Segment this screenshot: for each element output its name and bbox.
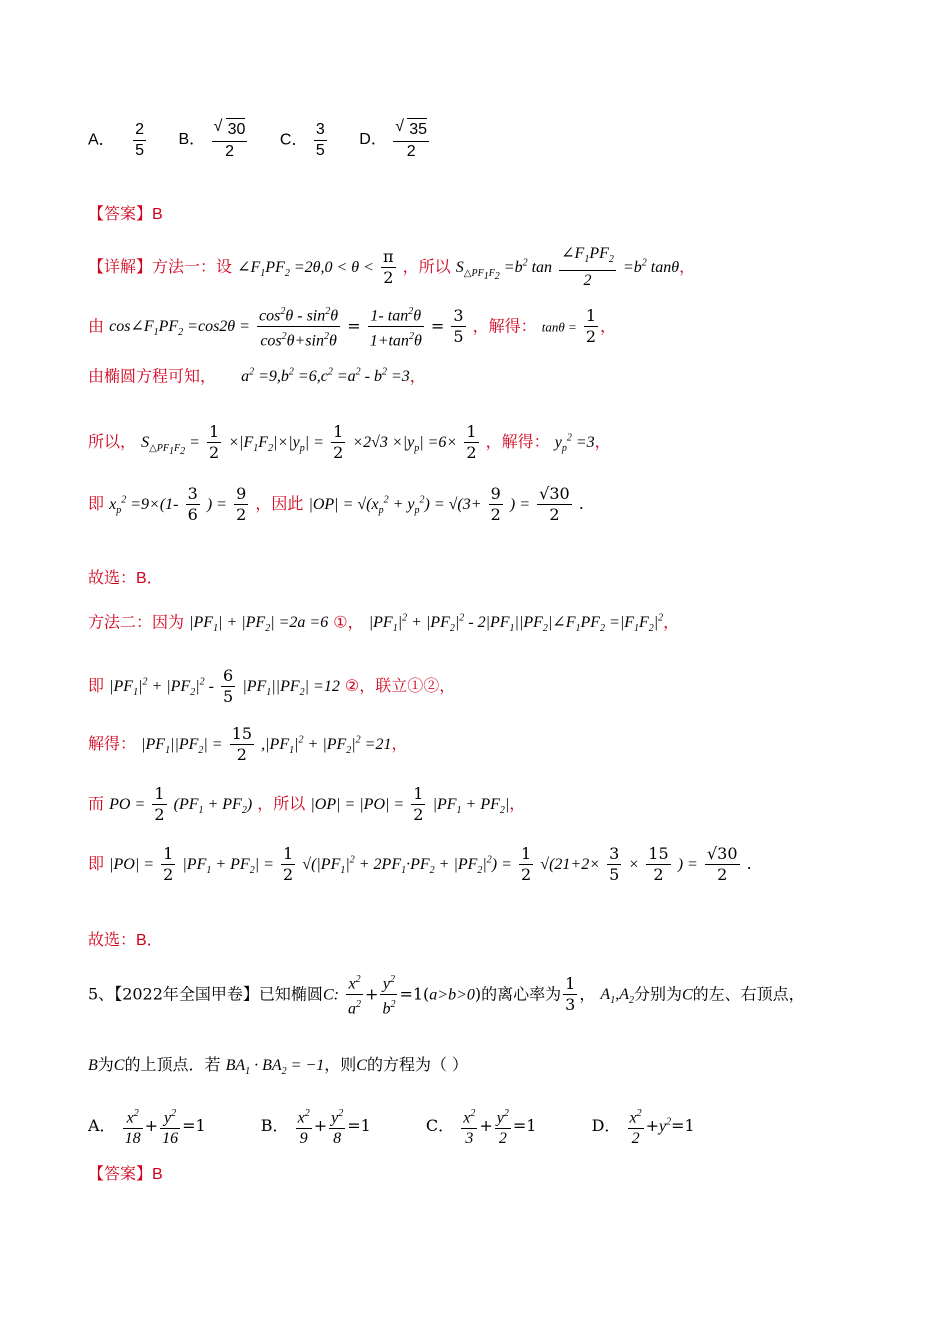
- q5-stem-line-2: B为C的上顶点．若 $BA_1 \cdot BA_2 = -1$，则C的方程为（ ）: [88, 1055, 469, 1078]
- detail-line-9: 而 PO = $\frac{1}{2}$ $(PF_1 + PF_2)$ ，所以 |OP| = |PO| = $\frac{1}{2}$ $|PF_1 + PF_2|$，: [88, 784, 526, 824]
- q5-options: [88, 1104, 721, 1149]
- answer-label: 【答案】B: [88, 206, 163, 223]
- detail-line-1: 【详解】方法一：设 $\angle F_1PF_2 =2\theta,0 < \theta$ < $\frac{\pi}{2}$ ，所以 $S_{\triangle PF_1F_2} =b^2$ tan $\frac{\angle F_1PF_2}{2}$ $=b^2$ tanθ，: [88, 245, 696, 290]
- detail-line-8: 解得： $|PF_1||PF_2|$ = $\frac{15}{2}$ $,|PF_1|^2 + |PF_2|^2 =21$，: [88, 724, 408, 764]
- option-b: B． √ $\frac{30}{2}$: [179, 118, 250, 162]
- q5-stem-line-1: 5、【2022年全国甲卷】已知椭圆C: $\frac{x^2}{a^2}$ + $\frac{y^2}{b^2}$ =1(a>b>0)的离心率为 $\frac{1}{3}$ ， $A_1,A_2$分别为C的左、右顶点，: [88, 970, 805, 1020]
- detail-line-7: 即 $|PF_1|^2 + |PF_2|^2$ - $\frac{6}{5}$ $|PF_1||PF_2| =12$ ②，联立①②，: [88, 666, 456, 706]
- detail-line-6: 方法二：因为 $|PF_1| + |PF_2| =2a =6$ ①， $|PF_1|^2 + |PF_2|^2$ - $2|PF_1||PF_2|\angle F_1PF_2 =|F_1F_2|^2$，: [88, 612, 680, 635]
- detail-line-2: 由 $\cos\angle F_1PF_2 =\cos 2\theta$ = $\frac{\cos^2\theta - \sin^2\theta}{\cos^2\theta+\sin^2\theta}$ = $\frac{1- \tan^2\theta}{1+\tan^2\theta}$ = $\frac{3}{5}$ ，解得： tanθ = $\frac{1}{2}$ ，: [88, 302, 616, 352]
- option-d: D． √ $\frac{35}{2}$: [359, 118, 431, 162]
- pick-1: 故选：B．: [88, 570, 163, 587]
- detail-line-4: 所以， $S_{\triangle PF_1F_2}$ = $\frac{1}{2}$ $\times|F_1F_2|\times|y_p|$ = $\frac{1}{2}$ $\times 2√3 \times|y_p| =6\times$ $\frac{1}{2}$ ，解得： $y_p^2 =3$，: [88, 422, 611, 462]
- pick-2: 故选：B．: [88, 932, 163, 949]
- answer-label-2: 【答案】B: [88, 1166, 163, 1183]
- option-c: C． $\frac{3}{5}$: [279, 120, 325, 159]
- q5-option-d: D． $\frac{x^2}{2}$ $+y^2=1$: [592, 1104, 695, 1149]
- q5-option-a: A． $\frac{x^2}{18}$ + $\frac{y^2}{16}$ =1: [88, 1104, 206, 1149]
- detail-line-10: 即 |PO| = $\frac{1}{2}$ $|PF_1 + PF_2|$ = $\frac{1}{2}$ $√(|PF_1|^2 + 2PF_1\cdot PF_2 + |PF_2|^2)$ = $\frac{1}{2}$ √(21+2× $\frac{3}{5}$ × $\frac{15}{2}$ ) = $\frac{√30}{2}$ .: [88, 844, 752, 884]
- q4-options: [88, 118, 457, 162]
- detail-line-5: 即 $x_p^2 =9\times(1-$ $\frac{3}{6}$ ) = $\frac{9}{2}$ ，因此 $|OP| = √(x_p^2 + y_p^2) = √(3+$ $\frac{9}{2}$ ) = $\frac{√30}{2}$ .: [88, 484, 584, 524]
- detail-line-3: 由椭圆方程可知， $a^2 =9,b^2 =6,c^2 =a^2 - b^2 =3$，: [88, 366, 426, 386]
- option-a: A． $\frac{2}{5}$: [88, 120, 145, 159]
- q5-option-b: B． $\frac{x^2}{9}$ + $\frac{y^2}{8}$ =1: [261, 1104, 371, 1149]
- q5-option-c: C． $\frac{x^2}{3}$ + $\frac{y^2}{2}$ =1: [426, 1104, 537, 1149]
